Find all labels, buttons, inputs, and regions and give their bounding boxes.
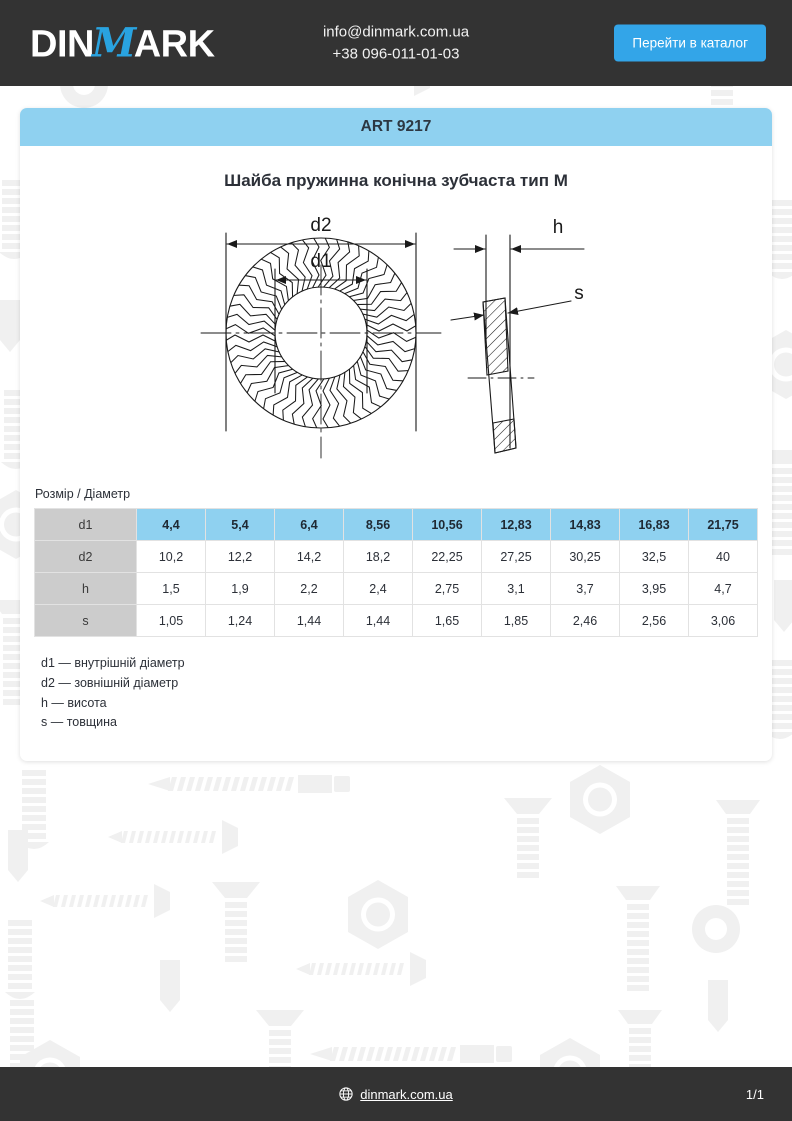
size-caption: Розмір / Діаметр bbox=[35, 487, 131, 501]
header-phone[interactable]: +38 096-011-01-03 bbox=[332, 45, 460, 62]
cell-s-8: 2,56 bbox=[620, 605, 689, 637]
product-art-header bbox=[20, 108, 772, 146]
cell-h-6: 3,1 bbox=[482, 573, 551, 605]
dim-label-d1: d1 bbox=[310, 251, 332, 272]
table-row bbox=[35, 573, 758, 605]
cell-d2-6: 27,25 bbox=[482, 541, 551, 573]
cell-d1-6: 12,83 bbox=[482, 509, 551, 541]
cell-d1-7: 14,83 bbox=[551, 509, 620, 541]
cell-h-2: 1,9 bbox=[206, 573, 275, 605]
specification-section bbox=[20, 487, 772, 733]
legend-item-h: h — висота bbox=[41, 695, 107, 710]
cell-d1-2: 5,4 bbox=[206, 509, 275, 541]
footer-site-link[interactable] bbox=[339, 1087, 452, 1102]
cell-h-8: 3,95 bbox=[620, 573, 689, 605]
dim-label-s: s bbox=[574, 283, 584, 304]
cell-d2-3: 14,2 bbox=[275, 541, 344, 573]
footer-site-url: dinmark.com.ua bbox=[360, 1086, 453, 1102]
cell-d1-9: 21,75 bbox=[689, 509, 758, 541]
product-title: Шайба пружинна конічна зубчаста тип М bbox=[224, 171, 568, 190]
go-to-catalog-button[interactable]: Перейти в каталог bbox=[614, 25, 766, 62]
site-header bbox=[0, 0, 792, 86]
technical-drawing-wrap bbox=[20, 203, 772, 475]
cell-d1-4: 8,56 bbox=[344, 509, 413, 541]
cell-h-7: 3,7 bbox=[551, 573, 620, 605]
row-label-d1: d1 bbox=[35, 509, 137, 541]
legend-item-d1: d1 — внутрішній діаметр bbox=[41, 656, 185, 670]
logo-part-m: M bbox=[91, 19, 136, 67]
specification-table bbox=[34, 508, 758, 637]
cell-d1-3: 6,4 bbox=[275, 509, 344, 541]
cell-d1-5: 10,56 bbox=[413, 509, 482, 541]
cell-d2-9: 40 bbox=[689, 541, 758, 573]
cell-d1-8: 16,83 bbox=[620, 509, 689, 541]
cell-d2-2: 12,2 bbox=[206, 541, 275, 573]
cell-d2-4: 18,2 bbox=[344, 541, 413, 573]
cell-s-7: 2,46 bbox=[551, 605, 620, 637]
logo-part-din: DIN bbox=[30, 23, 94, 66]
header-email[interactable]: info@dinmark.com.ua bbox=[322, 23, 470, 41]
row-label-s: s bbox=[35, 605, 137, 637]
legend-item-s: s — товщина bbox=[41, 715, 117, 730]
cell-s-2: 1,24 bbox=[206, 605, 275, 637]
legend-item-d2: d2 — зовнішній діаметр bbox=[41, 675, 179, 690]
site-footer bbox=[0, 1067, 792, 1121]
row-label-h: h bbox=[35, 573, 137, 605]
cell-h-4: 2,4 bbox=[344, 573, 413, 605]
cell-h-5: 2,75 bbox=[413, 573, 482, 605]
cell-s-6: 1,85 bbox=[482, 605, 551, 637]
table-row bbox=[35, 509, 758, 541]
row-label-d2: d2 bbox=[35, 541, 137, 573]
globe-icon bbox=[339, 1087, 353, 1101]
cell-s-9: 3,06 bbox=[689, 605, 758, 637]
cell-s-1: 1,05 bbox=[137, 605, 206, 637]
cell-s-3: 1,44 bbox=[275, 605, 344, 637]
specification-table-body bbox=[35, 509, 758, 637]
cell-d2-1: 10,2 bbox=[137, 541, 206, 573]
cell-h-1: 1,5 bbox=[137, 573, 206, 605]
technical-drawing bbox=[196, 203, 596, 475]
cell-h-3: 2,2 bbox=[275, 573, 344, 605]
dim-label-h: h bbox=[552, 217, 564, 238]
dimension-legend bbox=[41, 654, 758, 733]
product-card bbox=[20, 108, 772, 761]
product-art-title: ART 9217 bbox=[360, 118, 432, 135]
cell-s-5: 1,65 bbox=[413, 605, 482, 637]
page-indicator: 1/1 bbox=[745, 1086, 764, 1102]
dim-label-d2: d2 bbox=[310, 215, 332, 236]
table-row bbox=[35, 541, 758, 573]
cell-d2-5: 22,25 bbox=[413, 541, 482, 573]
cell-s-4: 1,44 bbox=[344, 605, 413, 637]
logo-part-ark: ARK bbox=[133, 23, 215, 66]
cell-h-9: 4,7 bbox=[689, 573, 758, 605]
table-row bbox=[35, 605, 758, 637]
cell-d2-8: 32,5 bbox=[620, 541, 689, 573]
cell-d2-7: 30,25 bbox=[551, 541, 620, 573]
cell-d1-1: 4,4 bbox=[137, 509, 206, 541]
